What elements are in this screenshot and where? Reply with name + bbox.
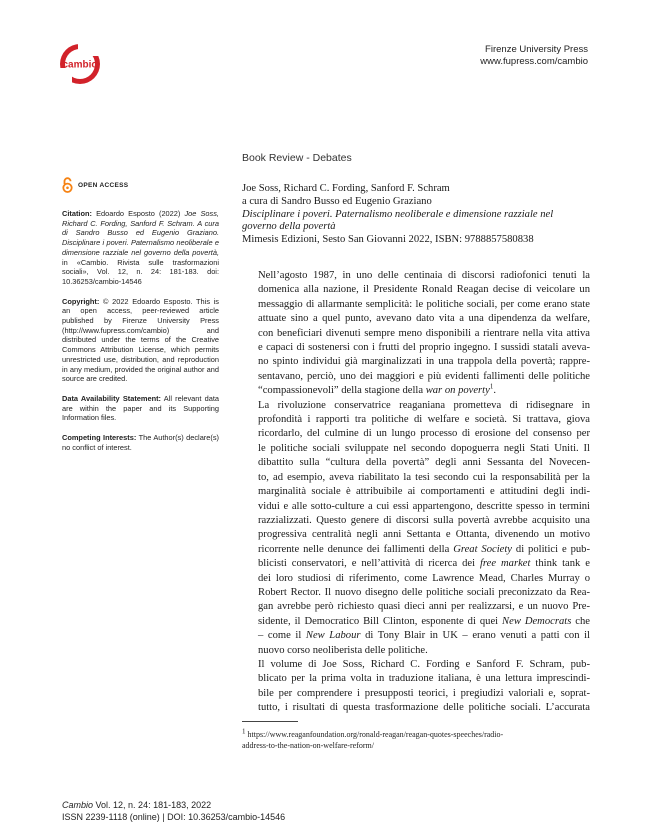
text-line: dibattito sulla “cultura della povertà” degli anni Sessanta del Novecen- xyxy=(258,457,590,469)
data-availability-label: Data Availability Statement: xyxy=(62,393,162,403)
citation-authors: Edoardo Esposto (2022) xyxy=(96,209,181,218)
copyright-label: Copyright: xyxy=(62,296,100,306)
article-body xyxy=(242,269,590,716)
text-line: “compassionevoli” della stagione della war on poverty$^1$. xyxy=(258,382,496,397)
text-line: attuate sino a quel punto, avevano dato vita a una dipendenza da welfare, xyxy=(258,313,590,325)
text-line: bile per comprendere i presupposti teorici, i pregiudizi valoriali e, soprat- xyxy=(258,687,590,699)
footer-journal-line xyxy=(62,799,285,811)
text-line: progressiva centralità negli anni Settanta e Ottanta, divenendo un motivo xyxy=(258,529,590,541)
text-line: Robert Rector. Il nuovo disegno delle politiche sociali preconizzato da Rea- xyxy=(258,586,590,598)
logo-text: cambio xyxy=(62,59,98,71)
text-line: gan avrebbe però richiesto quasi dieci anni per realizzarsi, e un nuovo Pre- xyxy=(258,601,590,613)
text-line: Il volume di Joe Soss, Richard C. Fording e Sanford F. Schram, pub- xyxy=(258,658,590,670)
text-line: sentavano, perciò, uno dei maggiori e più evidenti fallimenti delle politiche xyxy=(258,370,590,382)
footnote-ref[interactable]: 1 xyxy=(489,382,494,391)
footer-issn-doi: ISSN 2239-1118 (online) | DOI: 10.36253/cambio-14546 xyxy=(62,812,286,822)
text-line: vidui e alle sotto-culture a cui essi appartengono, descritte spesso in termini xyxy=(258,500,590,512)
citation-title: Joe Soss, Richard C. Fording, Sanford F. Schram. A cura di Sandro Busso ed Eugenio Graziano. Disciplinare i poveri. Paternalismo neoliberale e dimensione razziale nel governo della povertà, xyxy=(62,209,219,257)
footer-issue: Vol. 12, n. 24: 181-183, 2022 xyxy=(95,800,212,810)
competing-interests-text: The Author(s) declare(s) no conflict of interest. xyxy=(62,433,219,452)
copyright-block xyxy=(62,297,219,384)
text-line: blicato per la prima volta in traduzione italiana, è una lettura imprescindi- xyxy=(258,673,590,685)
footnote xyxy=(242,729,594,751)
open-access-badge[interactable] xyxy=(62,177,128,193)
cambio-logo[interactable] xyxy=(58,42,102,86)
open-access-label: OPEN ACCESS xyxy=(78,181,129,189)
competing-interests-block xyxy=(62,433,219,452)
text-line: razzializzati. Questo genere di discorsi sulla povertà avrebbe acquisito una xyxy=(258,514,590,526)
book-publisher: Mimesis Edizioni, Sesto San Giovanni 2022, ISBN: 9788857580838 xyxy=(242,234,534,246)
text-line: tutto, i risultati di questa trasformazione delle politiche sociali. L’accurata xyxy=(258,702,590,714)
footer-journal-name: Cambio xyxy=(62,800,94,810)
text-line: profondità i rapporti tra politiche di welfare e società. Si trattava, giova xyxy=(258,414,590,426)
text-line: domenica alla nazione, il Presidente Ronald Reagan decise di veicolare un xyxy=(258,284,590,296)
text-line: ricordarlo, del culmine di un lungo processo di erosione del consenso per xyxy=(258,428,590,440)
text-line: La rivoluzione conservatrice reaganiana prometteva di ridisegnare in xyxy=(258,399,590,411)
page-footer xyxy=(62,799,285,823)
open-lock-icon xyxy=(62,177,73,193)
citation-block xyxy=(62,209,219,287)
text-line: Nell’agosto 1987, in uno delle centinaia di discorsi radiofonici tenuti la xyxy=(258,270,590,281)
paragraph xyxy=(242,269,590,399)
text-line: to, ad esempio, aveva riabilitato la tesi secondo cui la responsabilità per la xyxy=(258,471,590,483)
publisher-name: Firenze University Press xyxy=(485,44,588,55)
competing-interests-label: Competing Interests: xyxy=(62,433,137,443)
copyright-text: © 2022 Edoardo Esposto. This is an open access, peer-reviewed article published by Firenze University Press (http://www.fupress.com/cambio) and distributed under the terms of the Creative Commons Attribution License, which permits unrestricted use, distribution, and reproduction in any medium, provided the original author and source are credited. xyxy=(62,296,219,384)
book-title-line: Disciplinare i poveri. Paternalismo neoliberale e dimensione razziale nel xyxy=(242,208,554,220)
data-availability-block xyxy=(62,394,219,423)
text-line: blicisti conservatori, e nell’attività di ricerca dei free market think tank e xyxy=(258,558,590,570)
paragraph xyxy=(242,658,590,716)
text-line: ricorrente nelle denunce dei fallimenti della Great Society di politici e pub- xyxy=(258,543,590,555)
book-editors: a cura di Sandro Busso ed Eugenio Graziano xyxy=(242,195,432,207)
text-line: messaggio di allarmante semplicità: le politiche sociali, per come erano state xyxy=(258,298,590,310)
citation-journal: in «Cambio. Rivista sulle trasformazioni sociali», Vol. 12, n. 24: 181-183. doi: 10.36253/cambio-14546 xyxy=(62,257,219,286)
article-info-sidebar xyxy=(62,209,219,462)
paragraph xyxy=(242,399,590,658)
book-authors: Joe Soss, Richard C. Fording, Sanford F. Schram xyxy=(242,183,450,194)
text-line: sidente, il Democratico Bill Clinton, esponente di quei New Democrats che xyxy=(258,615,590,627)
text-line: e capaci di sostenersi con i frutti del proprio ingegno. I sussidi statali aveva- xyxy=(258,342,590,354)
publisher-url[interactable]: www.fupress.com/cambio xyxy=(480,56,588,67)
book-reference xyxy=(242,183,594,247)
footnote-divider xyxy=(242,721,298,722)
section-label: Book Review - Debates xyxy=(242,152,352,164)
text-line: – come il New Labour di Tony Blair in UK – erano venuti a patti con il xyxy=(258,630,590,642)
text-line: le politiche sociali sviluppate nel secondo dopoguerra negli Stati Uniti. Il xyxy=(258,442,590,454)
citation-label: Citation: xyxy=(62,209,92,218)
text-line: marginalità sociale è attribuibile ai comportamenti e attitudini degli indi- xyxy=(258,486,590,498)
publisher-block xyxy=(480,44,588,68)
footnote-line[interactable]: $^1$ https://www.reaganfoundation.org/ronald-reagan/reagan-quotes-speeches/radio- xyxy=(242,727,504,739)
footnote-number: 1 xyxy=(242,727,246,736)
text-line: no spinto individui già marginalizzati in una trappola della povertà; rappre- xyxy=(258,356,590,368)
text-line: con beneficiari divenuti sempre meno disponibili a rientrare nella vita attiva xyxy=(258,327,590,339)
text-line: dei loro studiosi di riferimento, come Lawrence Mead, Charles Murray o xyxy=(258,572,590,584)
data-availability-text: All relevant data are within the paper and its Supporting Information files. xyxy=(62,393,219,423)
footnote-line[interactable]: address-to-the-nation-on-welfare-reform/ xyxy=(242,741,374,750)
book-title-line: governo della povertà xyxy=(242,221,336,233)
text-line: nuovo corso neoliberista delle politiche. xyxy=(258,644,428,656)
